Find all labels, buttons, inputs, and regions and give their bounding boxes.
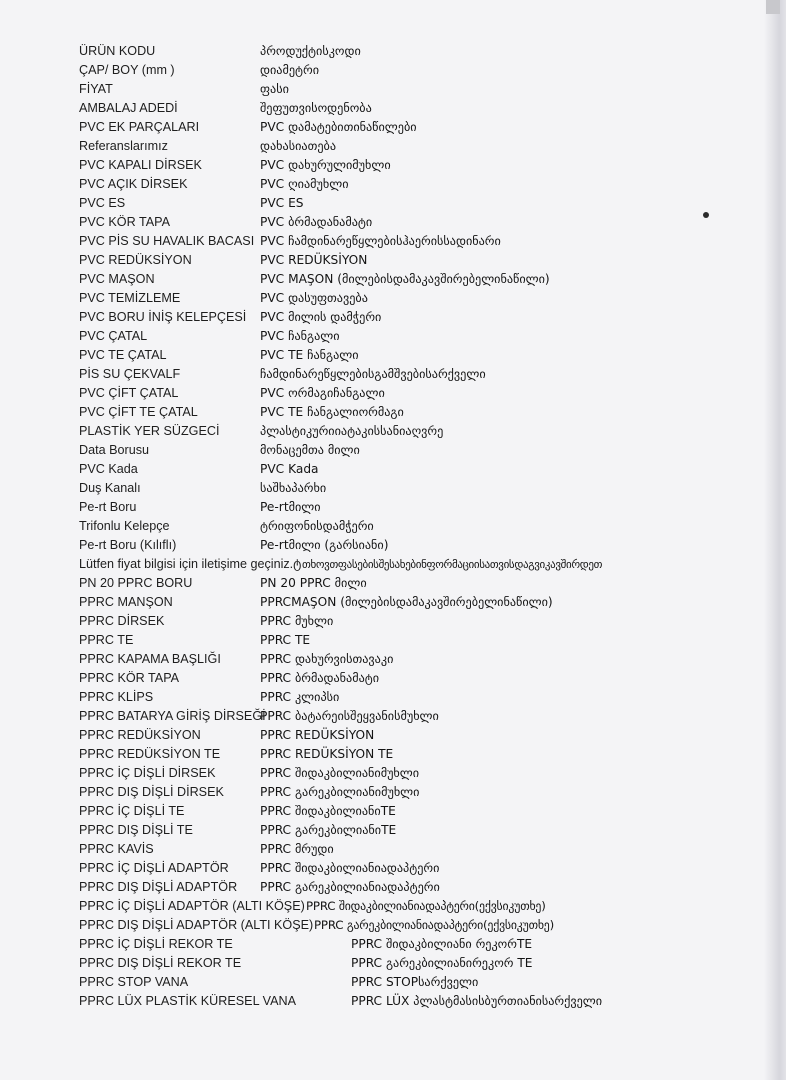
georgian-term: PPRC გარეკბილიანიადაპტერი(ექვსიკუთხე): [314, 918, 554, 932]
list-item: [79, 517, 759, 536]
georgian-term: PPRC შიდაკბილიანიადაპტერი(ექვსიკუთხე): [306, 899, 546, 913]
turkish-term: PVC ES: [79, 196, 126, 210]
turkish-term: PPRC DIŞ DİŞLİ REKOR TE: [79, 956, 242, 970]
georgian-term: PPRC შიდაკბილიანიTE: [260, 804, 396, 818]
turkish-term: Duş Kanalı: [79, 481, 141, 495]
list-item: [79, 954, 759, 973]
list-item: [79, 878, 759, 897]
georgian-term: PVC ორმაგიჩანგალი: [260, 386, 385, 400]
list-item: [79, 156, 759, 175]
georgian-term: PVC დამატებითინაწილები: [260, 120, 417, 134]
list-item: [79, 99, 759, 118]
turkish-term: PPRC İÇ DİŞLİ TE: [79, 804, 185, 818]
turkish-term: PPRC KAVİS: [79, 842, 154, 856]
corner-mark: [766, 0, 780, 14]
georgian-term: PPRC მრუდი: [260, 842, 334, 856]
georgian-term: PVC REDÜKSİYON: [260, 253, 368, 267]
turkish-term: PPRC İÇ DİŞLİ ADAPTÖR (ALTI KÖŞE): [79, 899, 305, 913]
list-item: [79, 745, 759, 764]
list-item: [79, 251, 759, 270]
list-item: [79, 327, 759, 346]
page-edge-shadow: [764, 0, 786, 1080]
georgian-term: საშხაპარხი: [260, 481, 327, 495]
list-item: [79, 973, 759, 992]
turkish-term: Pe-rt Boru: [79, 500, 137, 514]
list-item: [79, 460, 759, 479]
list-item: [79, 42, 759, 61]
georgian-term: PVC დასუფთავება: [260, 291, 368, 305]
turkish-term: PVC MAŞON: [79, 272, 155, 286]
georgian-term: PN 20 PPRC მილი: [260, 576, 367, 590]
turkish-term: PİS SU ÇEKVALF: [79, 367, 181, 381]
turkish-term: PN 20 PPRC BORU: [79, 576, 193, 590]
turkish-term: PPRC KÖR TAPA: [79, 671, 180, 685]
georgian-term: PPRC გარეკბილიანიTE: [260, 823, 397, 837]
list-item: [79, 403, 759, 422]
list-item: [79, 536, 759, 555]
list-item: [79, 61, 759, 80]
list-item: [79, 802, 759, 821]
list-item: [79, 935, 759, 954]
list-item: [79, 289, 759, 308]
georgian-term: PVC Kada: [260, 462, 319, 476]
georgian-term: Pe-rtმილი (გარსიანი): [260, 538, 389, 552]
list-item: [79, 764, 759, 783]
list-item: [79, 669, 759, 688]
turkish-term: PPRC LÜX PLASTİK KÜRESEL VANA: [79, 994, 296, 1008]
list-item: [79, 612, 759, 631]
turkish-term: Lütfen fiyat bilgisi için iletişime geçiniz.ტ: [79, 557, 302, 571]
turkish-term: PPRC DIŞ DİŞLİ ADAPTÖR (ALTI KÖŞE): [79, 918, 314, 932]
turkish-term: PVC BORU İNİŞ KELEPÇESİ: [79, 310, 247, 324]
list-item: [79, 859, 759, 878]
georgian-term: ტრიფონისდამჭერი: [260, 519, 374, 533]
georgian-term: PPRC LÜX პლასტმასისბურთიანისარქველი: [351, 994, 603, 1008]
turkish-term: PPRC BATARYA GİRİŞ DİRSEĞİ: [79, 709, 266, 723]
list-item: [79, 574, 759, 593]
list-item: [79, 631, 759, 650]
georgian-term: PVC ბრმადანამატი: [260, 215, 373, 229]
list-item: [79, 270, 759, 289]
list-item: [79, 422, 759, 441]
turkish-term: PPRC REDÜKSİYON TE: [79, 747, 221, 761]
turkish-term: ÜRÜN KODU: [79, 44, 156, 58]
turkish-term: FİYAT: [79, 82, 113, 96]
list-item: [79, 365, 759, 384]
georgian-term: PVC ჩანგალი: [260, 329, 340, 343]
list-item: [79, 707, 759, 726]
turkish-term: PPRC STOP VANA: [79, 975, 189, 989]
turkish-term: PPRC DIŞ DİŞLİ ADAPTÖR: [79, 880, 238, 894]
turkish-term: Trifonlu Kelepçe: [79, 519, 170, 533]
turkish-term: PVC ÇİFT ÇATAL: [79, 386, 179, 400]
georgian-term: PVC ჩამდინარეწყლებისჰაერისსადინარი: [260, 234, 501, 248]
turkish-term: PVC PİS SU HAVALIK BACASI: [79, 234, 255, 248]
list-item: [79, 650, 759, 669]
translation-list: [79, 42, 759, 1011]
georgian-term: PPRC ბრმადანამატი: [260, 671, 380, 685]
georgian-term: მონაცემთა მილი: [260, 443, 360, 457]
georgian-term: PPRC შიდაკბილიანიადაპტერი: [260, 861, 440, 875]
list-item: [79, 175, 759, 194]
list-item: [79, 441, 759, 460]
turkish-term: PVC Kada: [79, 462, 138, 476]
turkish-term: Pe-rt Boru (Kılıflı): [79, 538, 177, 552]
georgian-term: დახასიათება: [260, 139, 337, 153]
turkish-term: PPRC İÇ DİŞLİ DİRSEK: [79, 766, 216, 780]
list-item: [79, 783, 759, 802]
turkish-term: PLASTİK YER SÜZGECİ: [79, 424, 220, 438]
georgian-term: PPRC STOPსარქველი: [351, 975, 479, 989]
georgian-term: ჩამდინარეწყლებისგამშვებისარქველი: [260, 367, 486, 381]
georgian-term: Pe-rtმილი: [260, 500, 321, 514]
list-item: [79, 308, 759, 327]
turkish-term: PVC ÇİFT TE ÇATAL: [79, 405, 198, 419]
georgian-term: PVC მილის დამჭერი: [260, 310, 382, 324]
georgian-term: PPRCMAŞON (მილებისდამაკავშირებელინაწილი): [260, 595, 553, 609]
georgian-term: პლასტიკურიიატაკისსანიაღვრე: [260, 424, 444, 438]
georgian-term: PVC ღიამუხლი: [260, 177, 349, 191]
turkish-term: PPRC MANŞON: [79, 595, 173, 609]
list-item: [79, 346, 759, 365]
turkish-term: PPRC İÇ DİŞLİ REKOR TE: [79, 937, 233, 951]
list-item: [79, 916, 759, 935]
list-item: [79, 137, 759, 156]
georgian-term: PPRC TE: [260, 633, 311, 647]
turkish-term: PPRC DIŞ DİŞLİ TE: [79, 823, 193, 837]
georgian-term: PPRC შიდაკბილიანი რეკორTE: [351, 937, 533, 951]
georgian-term: PPRC REDÜKSİYON TE: [260, 747, 394, 761]
list-item: [79, 498, 759, 517]
list-item: [79, 213, 759, 232]
georgian-term: თხოვთფასებისშესახებინფორმაციისათვისდაგვიკავშირდეთ: [302, 558, 603, 571]
list-item: [79, 479, 759, 498]
turkish-term: PVC ÇATAL: [79, 329, 148, 343]
georgian-term: PPRC მუხლი: [260, 614, 334, 628]
turkish-term: PVC KÖR TAPA: [79, 215, 170, 229]
turkish-term: PVC KAPALI DİRSEK: [79, 158, 202, 172]
georgian-term: PPRC დახურვისთავაკი: [260, 652, 394, 666]
turkish-term: PVC EK PARÇALARI: [79, 120, 200, 134]
georgian-term: პროდუქტისკოდი: [260, 44, 361, 58]
list-item: [79, 232, 759, 251]
turkish-term: PVC REDÜKSİYON: [79, 253, 192, 267]
list-item: [79, 726, 759, 745]
georgian-term: PVC დახურულიმუხლი: [260, 158, 391, 172]
list-item: [79, 593, 759, 612]
turkish-term: PPRC TE: [79, 633, 134, 647]
turkish-term: PPRC DİRSEK: [79, 614, 165, 628]
list-item: [79, 688, 759, 707]
turkish-term: PPRC KAPAMA BAŞLIĞI: [79, 652, 221, 666]
list-item: [79, 992, 759, 1011]
turkish-term: PPRC REDÜKSİYON: [79, 728, 201, 742]
list-item: [79, 80, 759, 99]
georgian-term: PPRC ბატარეისშეყვანისმუხლი: [260, 709, 439, 723]
list-item: [79, 555, 759, 574]
georgian-term: PPRC კლიპსი: [260, 690, 340, 704]
list-item: [79, 384, 759, 403]
list-item: [79, 194, 759, 213]
list-item: [79, 821, 759, 840]
turkish-term: ÇAP/ BOY (mm ): [79, 63, 175, 77]
georgian-term: დიამეტრი: [260, 63, 320, 77]
georgian-term: PPRC REDÜKSİYON: [260, 728, 375, 742]
turkish-term: PVC AÇIK DİRSEK: [79, 177, 188, 191]
turkish-term: PPRC DIŞ DİŞLİ DİRSEK: [79, 785, 224, 799]
georgian-term: PVC ES: [260, 196, 304, 210]
georgian-term: PPRC გარეკბილიანიმუხლი: [260, 785, 420, 799]
georgian-term: შეფუთვისოდენობა: [260, 101, 372, 115]
georgian-term: PPRC შიდაკბილიანიმუხლი: [260, 766, 420, 780]
turkish-term: PPRC KLİPS: [79, 690, 154, 704]
georgian-term: PPRC გარეკბილიანირეკორ TE: [351, 956, 533, 970]
turkish-term: Referanslarımız: [79, 139, 168, 153]
turkish-term: PVC TEMİZLEME: [79, 291, 181, 305]
georgian-term: PVC MAŞON (მილებისდამაკავშირებელინაწილი): [260, 272, 550, 286]
list-item: [79, 118, 759, 137]
turkish-term: Data Borusu: [79, 443, 150, 457]
georgian-term: PVC TE ჩანგალი: [260, 348, 359, 362]
georgian-term: PVC TE ჩანგალიორმაგი: [260, 405, 404, 419]
list-item: [79, 897, 759, 916]
georgian-term: PPRC გარეკბილიანიადაპტერი: [260, 880, 440, 894]
list-item: [79, 840, 759, 859]
turkish-term: PVC TE ÇATAL: [79, 348, 167, 362]
turkish-term: PPRC İÇ DİŞLİ ADAPTÖR: [79, 861, 229, 875]
turkish-term: AMBALAJ ADEDİ: [79, 101, 178, 115]
georgian-term: ფასი: [260, 82, 289, 96]
